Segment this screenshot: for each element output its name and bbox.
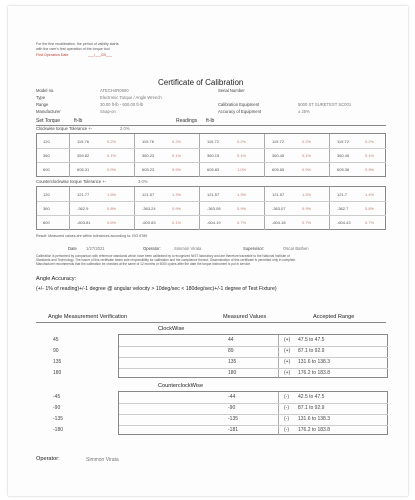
deviation-value: 0.1%: [302, 153, 312, 158]
deviation-value: 0.1%: [365, 153, 375, 158]
footer-operator-label: Operator:: [36, 456, 60, 462]
angle-accuracy-title: Angle Accuracy:: [36, 276, 77, 282]
deviation-value: 1.3%: [172, 192, 182, 197]
row-rule: [119, 368, 388, 369]
reading-value: 605.36: [337, 167, 350, 172]
reading-value: -604.43: [337, 220, 351, 225]
model-no-label: Model no.: [36, 88, 55, 93]
angle-sign: (+): [284, 348, 291, 354]
angle-clockwise-table: [118, 334, 388, 378]
angle-measured-value: 135: [228, 359, 237, 365]
disclaimer-line: Manufacturer recommends that the calibration be checked at the same of 12 months or 5000 cycles after the date the torque instrument is put in service.: [36, 262, 251, 266]
angle-range: 42.5 to 47.5: [298, 394, 325, 400]
type-label: Type: [36, 95, 46, 100]
row-rule: [37, 215, 386, 216]
angle-measured-value: 180: [228, 370, 237, 376]
deviation-value: 0.2%: [172, 139, 182, 144]
clockwise-torque-label: Clockwise torque Tolerance +-: [36, 126, 93, 131]
reading-value: 119.72: [337, 139, 349, 144]
deviation-value: 0.7%: [237, 220, 247, 225]
manufacturer-label: Manufacturer: [36, 109, 61, 114]
angle-range: 47.5 to 47.5: [298, 337, 325, 343]
row-rule: [119, 425, 388, 426]
page-title: Certificate of Calibration: [158, 78, 244, 87]
reading-value: -604.19: [207, 220, 221, 225]
counter-torque-label: Counterclockwise torque Tolerance +-: [36, 179, 107, 184]
intro-line-1: For the first recalibration, the period of validity starts: [36, 42, 119, 46]
deviation-value: 0.2%: [365, 139, 375, 144]
deviation-value: 0.9%: [302, 206, 312, 211]
angle-set-value: 180: [53, 370, 62, 376]
first-operation-value: ___/___/20___: [88, 53, 112, 57]
range-value: 30.00 ft-lb - 600.00 ft-lb: [100, 102, 144, 107]
type-value: Electronic Torque / Angle Wrench: [100, 95, 162, 100]
angle-accuracy-desc: (+/- 1% of reading)+/-1 degree @ angular velocity > 10deg/sec < 180deg/sec)+/-1 degree of Test Fixture): [36, 286, 277, 292]
reading-value: 360.15: [207, 153, 220, 158]
reading-value: 119.72: [272, 139, 284, 144]
deviation-value: 1.3%: [237, 192, 247, 197]
angle-set-value: -45: [53, 394, 61, 400]
reading-value: -362.7: [337, 206, 349, 211]
accuracy-label: Accuracy of Equipment: [218, 109, 262, 114]
angle-set-value: -180: [53, 427, 64, 433]
date-value: 1/27/2021: [86, 246, 105, 251]
reading-value: 121.57: [272, 192, 285, 197]
date-label: Date: [68, 246, 77, 251]
operator-value: Simmon Virata: [174, 246, 202, 251]
deviation-value: 0.9%: [172, 206, 182, 211]
angle-range: 131.6 to 138.3: [298, 359, 330, 365]
reading-value: 121.57: [142, 192, 155, 197]
row-rule: [37, 201, 386, 202]
angle-range: 176.2 to 183.8: [298, 370, 330, 376]
reading-value: 119.72: [207, 139, 219, 144]
angle-sign: (+): [284, 370, 291, 376]
reading-value: -600.83: [142, 220, 156, 225]
manufacturer-value: Snap-on: [100, 109, 116, 114]
deviation-value: 1.5%: [107, 192, 117, 197]
deviation-value: 0.9%: [365, 167, 375, 172]
operator-label: Operator:: [143, 246, 161, 251]
range-label: Range: [36, 102, 49, 107]
disclaimer-line: Standards and Technology. The issuer of this certificate bears sole responsibility for calibration and the compliance thereof. Dissemination of this certificate is permitted only in complete.: [36, 258, 297, 262]
row-rule: [119, 414, 388, 415]
reading-value: -603.81: [77, 220, 91, 225]
deviation-value: 1.3%: [302, 192, 312, 197]
set-torque-unit: ft-lb: [74, 118, 83, 124]
angle-sign: (+): [284, 337, 291, 343]
set-torque-value: 600: [43, 220, 50, 225]
deviation-value: 0.2%: [107, 139, 117, 144]
deviation-value: 0.7%: [365, 220, 375, 225]
readings-unit: ft-lb: [206, 118, 215, 124]
cal-equipment-value: 5000 ST SURETEST SC001: [298, 102, 352, 107]
deviation-value: 0.7%: [302, 220, 312, 225]
angle-measured-value: -135: [228, 416, 239, 422]
angle-range: 176.2 to 183.8: [298, 427, 330, 433]
angle-clockwise-label: ClockWise: [158, 326, 185, 332]
reading-value: 119.76: [77, 139, 89, 144]
deviation-value: 0.8%: [365, 206, 375, 211]
reading-value: 359.82: [77, 153, 90, 158]
reading-value: 360.23: [142, 153, 155, 158]
reading-value: -363.24: [142, 206, 156, 211]
angle-sign: (-): [284, 394, 289, 400]
set-torque-value: 360: [43, 153, 50, 158]
angle-set-value: 135: [53, 359, 62, 365]
supervisor-value: Oscar Bathen: [283, 246, 309, 251]
model-no-value: ATECH4R0600: [100, 88, 129, 93]
deviation-value: 0.2%: [302, 139, 312, 144]
deviation-value: 0.6%: [107, 220, 117, 225]
angle-verification-label: Angle Measurement Verification: [48, 314, 127, 320]
reading-value: 605.83: [207, 167, 220, 172]
clockwise-torque-tolerance: 2.0%: [120, 126, 130, 131]
deviation-value: 1.4%: [365, 192, 375, 197]
reading-value: 119.76: [142, 139, 154, 144]
angle-header-rule: [36, 322, 386, 323]
first-operation-label: First Operation Date: [36, 53, 69, 57]
deviation-value: 0.1%: [172, 153, 182, 158]
measured-values-label: Measured Values: [223, 314, 267, 320]
angle-sign: (-): [284, 416, 289, 422]
reading-value: 605.31: [77, 167, 90, 172]
reading-value: -363.07: [272, 206, 286, 211]
clockwise-torque-table: [36, 133, 386, 177]
deviation-value: 0.1%: [172, 220, 182, 225]
accuracy-value: ± 25%: [298, 109, 310, 114]
set-torque-value: 360: [43, 206, 50, 211]
table-row: [37, 220, 385, 230]
counter-torque-table: [36, 186, 386, 230]
angle-range: 87.1 to 92.9: [298, 348, 325, 354]
angle-counter-label: CounterclockWise: [158, 383, 204, 389]
deviation-value: 0.9%: [302, 167, 312, 172]
deviation-value: 0.2%: [237, 139, 247, 144]
angle-sign: (-): [284, 427, 289, 433]
table-row: [37, 167, 385, 177]
deviation-value: 0.9%: [107, 167, 117, 172]
certificate-page: [8, 6, 408, 496]
angle-counter-table: [118, 391, 388, 435]
reading-value: 360.45: [272, 153, 285, 158]
angle-measured-value: 44: [228, 337, 234, 343]
deviation-value: 0.9%: [172, 167, 182, 172]
footer-operator-value: Simmon Virata: [86, 457, 119, 463]
deviation-value: 0.1%: [107, 153, 117, 158]
angle-range: 131.6 to 138.3: [298, 416, 330, 422]
counter-torque-tolerance: 3.0%: [138, 179, 148, 184]
angle-sign: (+): [284, 359, 291, 365]
deviation-value: 0.1%: [237, 153, 247, 158]
angle-set-value: 45: [53, 337, 59, 343]
row-rule: [119, 403, 388, 404]
angle-measured-value: -44: [228, 394, 236, 400]
reading-value: -604.18: [272, 220, 286, 225]
reading-value: 121.77: [77, 192, 90, 197]
reading-value: 360.45: [337, 153, 350, 158]
reading-value: 121.7: [337, 192, 348, 197]
intro-line-2: with the user's first operation of the torque tool: [36, 47, 110, 51]
set-torque-label: Set Torque: [36, 118, 61, 124]
deviation-value: 0.9%: [237, 206, 247, 211]
set-torque-value: 120: [43, 139, 50, 144]
angle-set-value: -90: [53, 405, 61, 411]
set-torque-value: 600: [43, 167, 50, 172]
reading-value: 121.57: [207, 192, 220, 197]
serial-label: Serial Number: [218, 88, 245, 93]
angle-set-value: 90: [53, 348, 59, 354]
row-rule: [37, 162, 386, 163]
cal-equipment-label: Calibration Equipment: [218, 102, 260, 107]
disclaimer-line: Calibration is performed by comparison with reference standards which have been calibrated by a recognized NIST laboratory and are therefore traceable to the National Institute of: [36, 254, 290, 258]
angle-range: 87.1 to 92.9: [298, 405, 325, 411]
reading-value: -362.9: [77, 206, 89, 211]
reading-value: 605.65: [272, 167, 285, 172]
accepted-range-label: Accepted Range: [313, 314, 355, 320]
angle-measured-value: 89: [228, 348, 234, 354]
reading-value: -363.08: [207, 206, 221, 211]
deviation-value: 1.0%: [237, 167, 247, 172]
reading-value: 605.23: [142, 167, 155, 172]
row-rule: [37, 148, 386, 149]
row-rule: [119, 346, 388, 347]
result-text: Result: Measured values are within tolerances according to: ISO 6789: [36, 234, 148, 238]
deviation-value: 0.8%: [107, 206, 117, 211]
angle-measured-value: -181: [228, 427, 239, 433]
angle-measured-value: -90: [228, 405, 236, 411]
readings-label: Readings: [176, 118, 198, 124]
row-rule: [119, 357, 388, 358]
angle-set-value: -135: [53, 416, 64, 422]
supervisor-label: Supervisor:: [243, 246, 265, 251]
set-torque-value: 120: [43, 192, 50, 197]
angle-sign: (-): [284, 405, 289, 411]
